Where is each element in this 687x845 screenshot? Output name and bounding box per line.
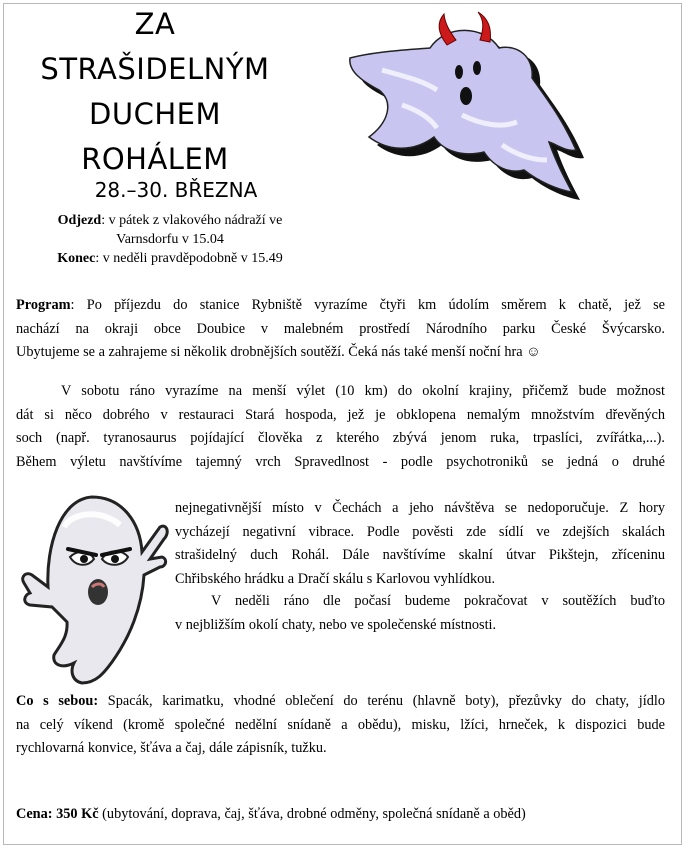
- bring-paragraph: [16, 690, 665, 761]
- program-line: nachází na okraji obce Doubice v malebném prostředí Národního parku České Švýcarsko.: [16, 320, 665, 337]
- sunday-line: V neděli ráno dle počasí budeme pokračovat v soutěžích buďto: [211, 593, 665, 609]
- price-line: [16, 803, 665, 827]
- departure-info: [20, 211, 320, 268]
- title-line: STRAŠIDELNÝM: [40, 52, 270, 86]
- bring-line: Spacák, karimatku, vhodné oblečení do terénu (hlavně boty), přezůvky do chaty, jídlo: [98, 693, 665, 709]
- program-line: : Po příjezdu do stanice Rybniště vyrazíme čtyři km údolím směrem k chatě, jež se: [70, 297, 665, 313]
- saturday-line: nejnegativnější místo v Čechách a jeho návštěva se nedoporučuje. Z hory: [175, 500, 665, 516]
- sunday-line: v nejbližším okolí chaty, nebo ve společenské místnosti.: [175, 616, 497, 633]
- saturday-line: Chřibského hrádku a Dračí skálu s Karlovou vyhlídkou.: [175, 570, 496, 587]
- sunday-paragraph: [175, 590, 665, 637]
- saturday-line: dát si něco dobrého v restauraci Stará hospoda, jež je obklopena nemalým množstvím dřevěných: [16, 406, 665, 423]
- saturday-line: strašidelný duch Rohál. Dále navštívíme skalní útvar Pikštejn, zříceninu: [175, 547, 665, 563]
- bring-label: Co s sebou:: [16, 693, 99, 709]
- saturday-paragraph: [16, 380, 665, 474]
- odjezd-text: : v pátek z vlakového nádraží ve: [101, 213, 283, 228]
- konec-label: Konec: [57, 251, 96, 266]
- saturday-line: vycházejí negativní vibrace. Podle pověsti zde sídlí ve zdejších skalách: [175, 523, 665, 540]
- title-line: ZA: [134, 7, 176, 41]
- saturday-line: V sobotu ráno vyrazíme na menší výlet (10 km) do okolní krajiny, přičemž bude možnost: [61, 383, 665, 399]
- devil-ghost-icon: [342, 10, 592, 210]
- saturday-paragraph-continued: [175, 497, 665, 591]
- konec-text: : v neděli pravděpodobně v 15.49: [95, 251, 283, 266]
- odjezd-label: Odjezd: [57, 213, 102, 228]
- event-dates: 28.–30. BŘEZNA: [94, 178, 258, 202]
- saturday-line: soch (např. tyranosaurus pojídající člověka z kterého zbývá jenom ruka, trpaslíci, zvířátka,...).: [16, 430, 665, 446]
- odjezd-text-2: Varnsdorfu v 15.04: [116, 232, 224, 247]
- bring-line: na celý víkend (kromě společné nedělní snídaně a obědu), misku, lžíci, hrneček, k dispozici bude: [16, 716, 665, 733]
- title-line: DUCHEM: [89, 97, 221, 131]
- page-title: [10, 2, 300, 182]
- angry-ghost-icon: [12, 487, 170, 687]
- bring-line: rychlovarná konvice, šťáva a čaj, dále zápisník, tužku.: [16, 740, 327, 756]
- program-line: Ubytujeme se a zahrajeme si několik drobnějších soutěží. Čeká nás také menší noční hra ☺: [16, 344, 541, 360]
- title-line: ROHÁLEM: [81, 142, 229, 176]
- saturday-line: Během výletu navštívíme tajemný vrch Spravedlnost - podle psychotroniků se jedná o druhé: [16, 453, 665, 470]
- price-text: (ubytování, doprava, čaj, šťáva, drobné odměny, společná snídaně a oběd): [98, 806, 526, 822]
- program-label: Program: [16, 297, 71, 313]
- price-label: Cena: 350 Kč: [16, 806, 99, 822]
- program-paragraph: [16, 294, 665, 365]
